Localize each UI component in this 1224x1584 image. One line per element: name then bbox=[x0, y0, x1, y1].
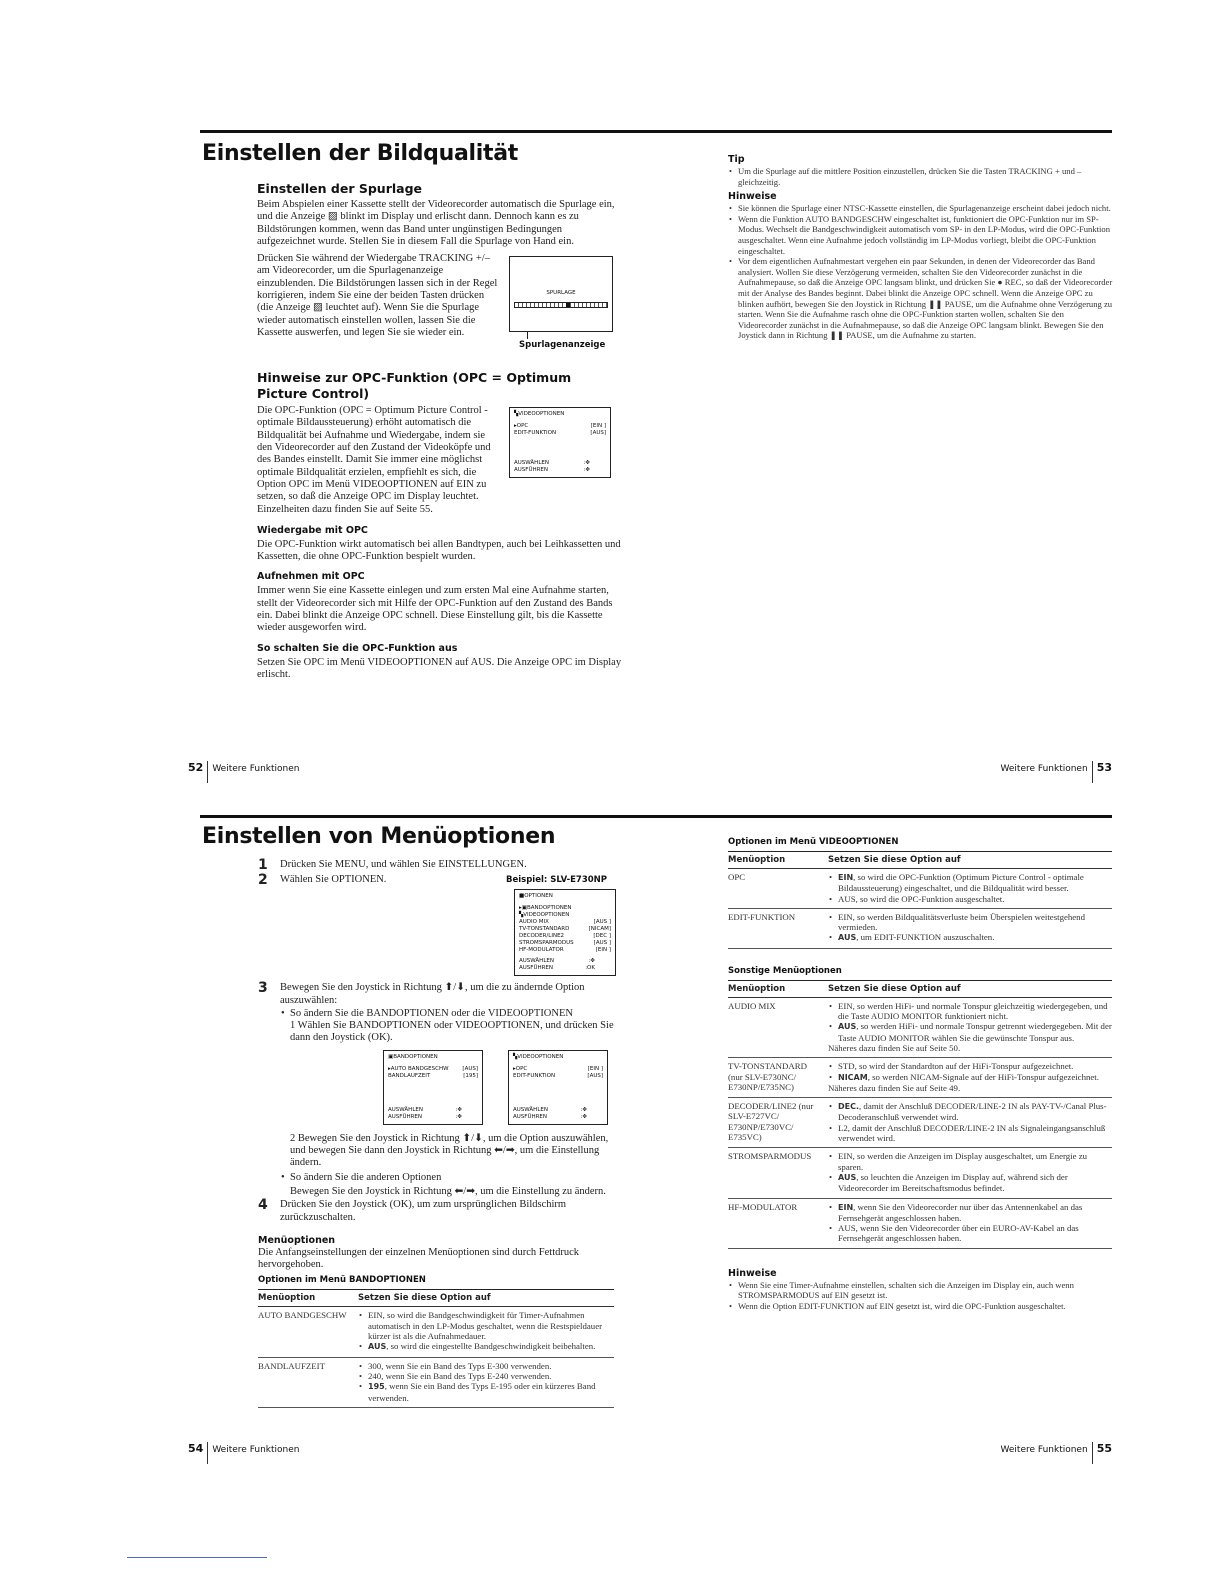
setting-item bbox=[828, 1223, 1112, 1244]
default-value: DEC. bbox=[838, 1102, 860, 1112]
section-heading: Einstellen der Spurlage bbox=[257, 181, 423, 196]
setting-text: 300, wenn Sie ein Band des Typs E-300 verwenden. bbox=[368, 1360, 552, 1371]
screen-option: ▸AUTO BANDGESCHW bbox=[388, 1065, 449, 1072]
sub-step: 1 Wählen Sie BANDOPTIONEN oder VIDEOOPTIONEN, und drücken Sie dann den Joystick (OK). bbox=[290, 1020, 614, 1044]
step-text: Wählen Sie OPTIONEN. bbox=[280, 874, 387, 886]
right-column bbox=[728, 836, 1112, 1312]
step-text: Bewegen Sie den Joystick in Richtung ⬆/⬇, um die zu ändernde Option auszuwählen: bbox=[280, 982, 585, 1006]
option-name: AUTO BANDGESCHW bbox=[258, 1307, 358, 1357]
default-value: AUS bbox=[368, 1342, 387, 1352]
option-settings bbox=[828, 908, 1112, 948]
footer-section: Weitere Funktionen bbox=[212, 764, 300, 774]
screen-label: SPURLAGE bbox=[546, 290, 576, 297]
step-number: 1 bbox=[258, 857, 268, 873]
option-settings bbox=[828, 869, 1112, 909]
col-setting: Setzen Sie diese Option auf bbox=[828, 852, 1112, 869]
hint-key: :✥ bbox=[455, 1106, 462, 1113]
screen-value: [AUS ] bbox=[593, 940, 611, 947]
setting-text: EIN, so werden HiFi- und normale Tonspur gleichzeitig wiedergegeben, und die Taste AUDIO MONITOR funktioniert nicht. bbox=[838, 1000, 1108, 1022]
hint-key: :✥ bbox=[580, 1106, 587, 1113]
setting-item bbox=[828, 932, 1112, 943]
section-heading: Hinweise zur OPC-Funktion (OPC = Optimum Picture Control) bbox=[257, 370, 572, 402]
sub-step: 2 Bewegen Sie den Joystick in Richtung ⬆/⬇, um die Option auszuwählen, und bewegen Sie dann den Joystick in Richtung ⬅/➡, um die Einstellung ändern. bbox=[290, 1132, 609, 1169]
paragraph: Bewegen Sie den Joystick in Richtung ⬅/➡, um die Einstellung zu ändern. bbox=[290, 1185, 606, 1197]
step-number: 2 bbox=[258, 872, 268, 889]
table-row bbox=[728, 1058, 1112, 1098]
setting-text: L2, damit der Anschluß DECODER/LINE-2 IN als Signaleingangsanschluß verwendet wird. bbox=[838, 1122, 1106, 1144]
setting-item bbox=[828, 1151, 1112, 1172]
setting-text: , damit der Anschluß DECODER/LINE-2 IN als PAY-TV-/Canal Plus-Decoderanschluß verwendet wird. bbox=[838, 1101, 1107, 1123]
paragraph: Immer wenn Sie eine Kassette einlegen und zum ersten Mal eine Aufnahme starten, stellt der Videorecorder sich mit Hilfe der OPC-Funktion auf den Zustand des Bands ein. Dabei blinkt die Anzeige OPC schnell. Diese Einstellung gilt, bis die Kassette wieder ausgeworfen wird. bbox=[257, 585, 613, 634]
other-options-table bbox=[728, 965, 1112, 1249]
screen-option: DECODER/LINE2 bbox=[519, 933, 565, 940]
setting-text: , so wird die OPC-Funktion (Optimum Picture Control - optimale Bildaussteuerung) eingeschaltet, und die Bildqualität wird besser. bbox=[838, 872, 1084, 894]
default-value: EIN bbox=[838, 1202, 854, 1212]
hint-label: AUSWÄHLEN bbox=[514, 460, 549, 467]
setting-text: , so werden NICAM-Signale auf der HiFi-Tonspur aufgezeichnet. bbox=[867, 1071, 1099, 1082]
setting-text: , so wird die eingestellte Bandgeschwindigkeit beibehalten. bbox=[386, 1341, 596, 1352]
setting-text: STD, so wird der Standardton auf der HiFi-Tonspur aufgezeichnet. bbox=[838, 1061, 1074, 1072]
notes-heading: Hinweise bbox=[728, 191, 777, 203]
option-settings bbox=[828, 1198, 1112, 1248]
step-number: 3 bbox=[258, 980, 268, 997]
paragraph: Setzen Sie OPC im Menü VIDEOOPTIONEN auf AUS. Die Anzeige OPC im Display erlischt. bbox=[257, 656, 622, 680]
option-settings bbox=[828, 997, 1112, 1057]
tracking-figure bbox=[509, 256, 613, 352]
hint-key: :✥ bbox=[580, 1113, 587, 1120]
screen-row bbox=[519, 940, 611, 947]
step-2 bbox=[258, 872, 387, 889]
screen-option: TV-TONSTANDARD bbox=[519, 926, 570, 933]
screen-hint bbox=[513, 1114, 587, 1121]
screen-footer bbox=[513, 1103, 603, 1121]
hint-key: :✥ bbox=[583, 460, 590, 467]
paragraph: Die OPC-Funktion wirkt automatisch bei allen Bandtypen, auch bei Leihkassetten und Kassetten, die ohne OPC-Funktion bespielt wurden. bbox=[257, 538, 621, 563]
figure-caption: Spurlagenanzeige bbox=[519, 340, 606, 351]
setting-item bbox=[828, 912, 1112, 933]
hint-label: AUSWÄHLEN bbox=[519, 958, 554, 965]
table-row bbox=[258, 1307, 614, 1357]
default-value: AUS bbox=[838, 1172, 857, 1182]
options-table bbox=[728, 851, 1112, 949]
left-column bbox=[257, 181, 622, 681]
footer-right bbox=[1001, 761, 1112, 783]
col-setting: Setzen Sie diese Option auf bbox=[828, 980, 1112, 997]
hint-label: AUSWÄHLEN bbox=[513, 1106, 548, 1113]
hint-label: AUSFÜHREN bbox=[513, 1113, 548, 1120]
table-row bbox=[728, 1148, 1112, 1198]
screen-row bbox=[388, 1073, 478, 1080]
default-value: AUS bbox=[838, 933, 857, 943]
screen-value: [EIN ] bbox=[595, 947, 611, 954]
screen-footer bbox=[388, 1103, 478, 1121]
screen-option: EDIT-FUNKTION bbox=[513, 1072, 556, 1079]
option-settings bbox=[828, 1098, 1112, 1148]
setting-item bbox=[828, 1101, 1112, 1123]
hint-key: :OK bbox=[585, 965, 595, 972]
optionen-screen bbox=[514, 889, 616, 976]
screen-value: [AUS] bbox=[587, 1072, 603, 1079]
table-title: Optionen im Menü VIDEOOPTIONEN bbox=[728, 837, 899, 847]
screen-row bbox=[519, 912, 611, 919]
options-table bbox=[728, 980, 1112, 1249]
screen-title: ▚VIDEOOPTIONEN bbox=[513, 1053, 564, 1060]
page-number: 53 bbox=[1096, 761, 1112, 774]
tip-item: • Um die Spurlage auf die mittlere Position einzustellen, drücken Sie die Tasten TRACKING + und – gleichzeitig. bbox=[728, 166, 1113, 187]
screen-hint bbox=[388, 1114, 462, 1121]
screen-option: ▸OPC bbox=[513, 1065, 528, 1072]
screen-option: EDIT-FUNKTION bbox=[514, 430, 557, 437]
tip-heading: Tip bbox=[728, 154, 745, 165]
videooptionen-screen bbox=[509, 407, 611, 478]
note-item: • Sie können die Spurlage einer NTSC-Kassette einstellen, die Spurlagenanzeige erscheint dabei jedoch nicht. bbox=[728, 203, 1113, 214]
screen-option: HF-MODULATOR bbox=[519, 947, 564, 954]
setting-item bbox=[828, 1001, 1112, 1022]
subheading: Menüoptionen bbox=[258, 1234, 336, 1246]
tracking-screen bbox=[509, 256, 613, 332]
setting-item bbox=[828, 1202, 1112, 1224]
setting-text: AUS, so wird die OPC-Funktion ausgeschaltet. bbox=[838, 893, 1005, 904]
setting-text: EIN, so wird die Bandgeschwindigkeit für Timer-Aufnahmen automatisch in den LP-Modus geschaltet, wenn die Restspieldauer kürzer ist als die Aufnahmedauer. bbox=[368, 1310, 603, 1342]
notes-column bbox=[728, 153, 1113, 341]
footer-section: Weitere Funktionen bbox=[1000, 764, 1088, 774]
col-option: Menüoption bbox=[728, 980, 828, 997]
setting-text: EIN, so werden die Anzeigen im Display ausgeschaltet, um Energie zu sparen. bbox=[838, 1151, 1088, 1172]
screen-row bbox=[519, 919, 611, 926]
option-name: OPC bbox=[728, 869, 828, 909]
hint-key: :✥ bbox=[588, 958, 595, 965]
screen-option: ▚VIDEOOPTIONEN bbox=[519, 912, 570, 919]
table-title: Optionen im Menü BANDOPTIONEN bbox=[258, 1275, 426, 1286]
setting-item bbox=[828, 1172, 1112, 1194]
paragraph: Drücken Sie während der Wiedergabe TRACKING +/– am Videorecorder, um die Spurlagenanzeige einzublenden. Die Bildstörungen lassen sich in der Regel korrigieren, indem Sie eine der beiden Tasten drücken (die Anzeige ▨ leuchtet auf). Wenn Sie die Spurlage wieder automatisch einstellen wollen, lassen Sie die Kassette auswerfen, und legen Sie sie wieder ein. bbox=[257, 253, 498, 338]
col-setting: Setzen Sie diese Option auf bbox=[358, 1290, 614, 1307]
table-header bbox=[728, 980, 1112, 997]
option-name: AUDIO MIX bbox=[728, 997, 828, 1057]
screen-footer bbox=[514, 456, 606, 474]
default-value: EIN bbox=[838, 873, 854, 882]
screen-option: AUDIO MIX bbox=[519, 919, 549, 926]
screen-option: ▸OPC bbox=[514, 423, 529, 430]
hint-key: :✥ bbox=[583, 467, 590, 474]
page-title: Einstellen der Bildqualität bbox=[202, 141, 518, 166]
screen-hint bbox=[519, 965, 595, 972]
table-header bbox=[258, 1290, 614, 1307]
option-name: HF-MODULATOR bbox=[728, 1198, 828, 1248]
default-value: NICAM bbox=[838, 1072, 868, 1082]
table-row bbox=[258, 1357, 614, 1407]
screen-row bbox=[514, 423, 606, 430]
default-value: AUS bbox=[838, 1022, 857, 1032]
footer-right bbox=[1001, 1442, 1112, 1464]
options-table bbox=[258, 1289, 614, 1407]
setting-item bbox=[828, 1123, 1112, 1144]
note-item: • Wenn die Funktion AUTO BANDGESCHW eingeschaltet ist, funktioniert die OPC-Funktion nur im SP-Modus. Wechselt die Bandgeschwindigkeit automatisch vom SP- in den LP-Modus, wird die OPC-Funktion ausgeschaltet. Wenn eine Aufnahme jedoch vollständig im LP-Modus vorliegt, bleibt die OPC-Funktion eingeschaltet. bbox=[728, 214, 1113, 256]
example-figure bbox=[506, 874, 618, 976]
header-rule bbox=[200, 130, 1112, 133]
note-item: • Vor dem eigentlichen Aufnahmestart vergehen ein paar Sekunden, in denen der Videorecorder das Band analysiert. Wollen Sie diese Verzögerung vermeiden, schalten Sie den Videorecorder zunächst in die Aufnahmepause, so daß die Anzeige OPC langsam blinkt, und drücken Sie ● REC, so daß der Videorecorder mit der Analyse des Bandes beginnt. Dabei blinkt die Anzeige OPC schnell. Wenn die Anzeige OPC zu blinken aufhört, bewegen Sie den Joystick in Richtung ❚❚ PAUSE, um die Aufnahme ohne Verzögerung zu starten. Wenn Sie die Aufnahme rasch ohne die OPC-Funktion starten wollen, schalten Sie den Videorecorder zunächst in die Aufnahmepause, so daß die Anzeige OPC langsam blinkt. Bewegen Sie den Joystick dann in Richtung ❚❚ PAUSE, um die Aufnahme zu starten. bbox=[728, 256, 1113, 341]
paragraph: Beim Abspielen einer Kassette stellt der Videorecorder automatisch die Spurlage ein, und die Anzeige ▨ blinkt im Display und erlischt dann. Dennoch kann es zu Bildstörungen kommen, wenn das Band unter ungünstigen Bedingungen aufgezeichnet wurde. Stellen Sie in diesem Fall die Spurlage von Hand ein. bbox=[257, 199, 615, 247]
screen-row bbox=[513, 1066, 603, 1073]
screen-value: [NICAM] bbox=[588, 926, 611, 933]
scan-edge-line bbox=[127, 1557, 267, 1558]
setting-item bbox=[828, 1072, 1112, 1083]
paragraph: Die OPC-Funktion (OPC = Optimum Picture Control - optimale Bildaussteuerung) erhöht automatisch die Bildqualität bei Aufnahme und Wiedergabe, indem sie den Videorecorder auf den Zustand der Videoköpfe und des Bandes einstellt. Damit Sie immer eine möglichst optimale Bildqualität erzielen, empfiehlt es sich, die Option OPC im Menü VIDEOOPTIONEN auf EIN zu setzen, so daß die Anzeige OPC im Display leuchtet. Einzelheiten dazu finden Sie auf Seite 55. bbox=[257, 405, 491, 515]
screen-title: ▣BANDOPTIONEN bbox=[388, 1053, 438, 1060]
col-option: Menüoption bbox=[258, 1290, 358, 1307]
table-title: Sonstige Menüoptionen bbox=[728, 965, 842, 976]
callout-line bbox=[527, 332, 528, 339]
setting-text: , so leuchten die Anzeigen im Display auf, während sich der Videorecorder im Bereitschaftsmodus befindet. bbox=[838, 1171, 1068, 1194]
option-settings bbox=[828, 1148, 1112, 1198]
screen-value: [AUS] bbox=[590, 430, 606, 437]
hint-label: AUSWÄHLEN bbox=[388, 1106, 423, 1113]
screen-hint bbox=[388, 1107, 462, 1114]
option-name: BANDLAUFZEIT bbox=[258, 1357, 358, 1407]
setting-item bbox=[828, 872, 1112, 894]
screen-row bbox=[514, 430, 606, 437]
notes-heading: Hinweise bbox=[728, 1267, 777, 1279]
setting-item bbox=[828, 1061, 1112, 1071]
option-name: EDIT-FUNKTION bbox=[728, 908, 828, 948]
screen-value: [AUS ] bbox=[593, 919, 611, 926]
screen-value: [DEC ] bbox=[593, 933, 611, 940]
setting-item bbox=[358, 1371, 614, 1381]
option-settings bbox=[358, 1307, 614, 1357]
footer-left bbox=[188, 1442, 299, 1464]
bandoptionen-screen bbox=[383, 1050, 483, 1125]
screen-option: BANDLAUFZEIT bbox=[388, 1072, 431, 1079]
col-option: Menüoption bbox=[728, 852, 828, 869]
tracking-bar bbox=[514, 302, 608, 308]
screen-value: [195] bbox=[463, 1072, 478, 1079]
table-row bbox=[728, 1198, 1112, 1248]
option-name: TV-TONSTANDARD (nur SLV-E730NC/ E730NP/E735NC) bbox=[728, 1058, 828, 1098]
setting-item bbox=[358, 1361, 614, 1371]
note-item: • Wenn Sie eine Timer-Aufnahme einstellen, schalten sich die Anzeigen im Display ein, auch wenn STROMSPARMODUS auf EIN gesetzt ist. bbox=[728, 1280, 1112, 1301]
setting-item bbox=[828, 1021, 1112, 1043]
videooptionen-screen bbox=[508, 1050, 608, 1125]
screen-row bbox=[513, 1073, 603, 1080]
paragraph: Die Anfangseinstellungen der einzelnen Menüoptionen sind durch Fettdruck hervorgehoben. bbox=[258, 1246, 580, 1271]
screen-value: [AUS] bbox=[462, 1065, 478, 1072]
setting-note: Näheres dazu finden Sie auf Seite 49. bbox=[828, 1082, 961, 1093]
page-number: 55 bbox=[1096, 1442, 1112, 1455]
bullet: • So ändern Sie die BANDOPTIONEN oder die VIDEOOPTIONEN bbox=[280, 1008, 618, 1020]
table-header bbox=[728, 852, 1112, 869]
hint-label: AUSFÜHREN bbox=[514, 467, 549, 474]
step-1 bbox=[258, 859, 618, 871]
screen-value: [EIN ] bbox=[587, 1065, 603, 1072]
step-number: 4 bbox=[258, 1197, 268, 1214]
table-row bbox=[728, 997, 1112, 1057]
screen-row bbox=[388, 1066, 478, 1073]
page-title: Einstellen von Menüoptionen bbox=[202, 824, 556, 849]
screen-footer bbox=[519, 954, 611, 972]
setting-text: 240, wenn Sie ein Band des Typs E-240 verwenden. bbox=[368, 1370, 552, 1381]
screen-hint bbox=[513, 1107, 587, 1114]
screen-row bbox=[519, 947, 611, 954]
subheading: Wiedergabe mit OPC bbox=[257, 524, 368, 536]
option-settings bbox=[358, 1357, 614, 1407]
setting-text: AUS, wenn Sie den Videorecorder über ein EURO-AV-Kabel an das Fernsehgerät angeschlossen haben. bbox=[838, 1223, 1079, 1244]
option-name: STROMSPARMODUS bbox=[728, 1148, 828, 1198]
screen-option: STROMSPARMODUS bbox=[519, 940, 574, 947]
step-text: Drücken Sie den Joystick (OK), um zum ursprünglichen Bildschirm zurückzuschalten. bbox=[280, 1199, 567, 1223]
footer-left bbox=[188, 761, 299, 783]
default-value: 195 bbox=[368, 1382, 385, 1392]
screen-row bbox=[519, 933, 611, 940]
setting-text: , so werden HiFi- und normale Tonspur getrennt wiedergegeben. Mit der Taste AUDIO MONITOR wählen Sie die gewünschte Tonspur aus. bbox=[838, 1021, 1112, 1043]
setting-item bbox=[828, 894, 1112, 904]
setting-text: EIN, so werden Bildqualitätsverluste beim Überspielen weitestgehend vermieden. bbox=[838, 911, 1085, 933]
subheading: Aufnehmen mit OPC bbox=[257, 571, 365, 583]
bandoptionen-table bbox=[258, 1274, 614, 1407]
example-label: Beispiel: SLV-E730NP bbox=[506, 875, 607, 886]
footer-section: Weitere Funktionen bbox=[212, 1445, 300, 1455]
step-text: Drücken Sie MENU, und wählen Sie EINSTELLUNGEN. bbox=[280, 859, 527, 870]
step-4 bbox=[258, 1199, 618, 1224]
table-row bbox=[728, 869, 1112, 909]
screen-hint bbox=[514, 467, 590, 474]
option-name: DECODER/LINE2 (nur SLV-E727VC/ E730NP/E730VC/ E735VC) bbox=[728, 1098, 828, 1148]
screen-title: ▚VIDEOOPTIONEN bbox=[514, 411, 565, 418]
screen-value: [EIN ] bbox=[590, 423, 606, 430]
notes bbox=[728, 1267, 1112, 1312]
option-settings bbox=[828, 1058, 1112, 1098]
page-number: 52 bbox=[188, 761, 204, 774]
setting-item bbox=[358, 1381, 614, 1403]
setting-note: Näheres dazu finden Sie auf Seite 50. bbox=[828, 1042, 961, 1053]
hint-key: :✥ bbox=[455, 1113, 462, 1120]
videooptionen-table bbox=[728, 836, 1112, 949]
setting-text: , wenn Sie ein Band des Typs E-195 oder ein kürzeres Band verwenden. bbox=[368, 1381, 596, 1403]
setting-item bbox=[358, 1310, 614, 1341]
table-row bbox=[728, 908, 1112, 948]
tracking-marker bbox=[566, 303, 570, 307]
setting-text: , um EDIT-FUNKTION auszuschalten. bbox=[856, 932, 995, 943]
hint-label: AUSFÜHREN bbox=[388, 1113, 423, 1120]
header-rule bbox=[200, 815, 1112, 818]
setting-item bbox=[358, 1341, 614, 1352]
screen-row bbox=[519, 926, 611, 933]
bullet: • So ändern Sie die anderen Optionen bbox=[280, 1172, 618, 1184]
screen-title: ■OPTIONEN bbox=[519, 893, 553, 900]
step-3 bbox=[258, 982, 618, 1007]
note-item: • Wenn die Option EDIT-FUNKTION auf EIN gesetzt ist, wird die OPC-Funktion ausgeschaltet. bbox=[728, 1301, 1112, 1312]
screen-option: ▸▣BANDOPTIONEN bbox=[519, 905, 572, 912]
page-number: 54 bbox=[188, 1442, 204, 1455]
subheading: So schalten Sie die OPC-Funktion aus bbox=[257, 642, 458, 654]
hint-label: AUSFÜHREN bbox=[519, 965, 554, 972]
footer-section: Weitere Funktionen bbox=[1000, 1445, 1088, 1455]
setting-text: , wenn Sie den Videorecorder nur über das Antennenkabel an das Fernsehgerät angeschlossen haben. bbox=[838, 1201, 1083, 1223]
table-row bbox=[728, 1098, 1112, 1148]
left-column bbox=[258, 859, 618, 1408]
